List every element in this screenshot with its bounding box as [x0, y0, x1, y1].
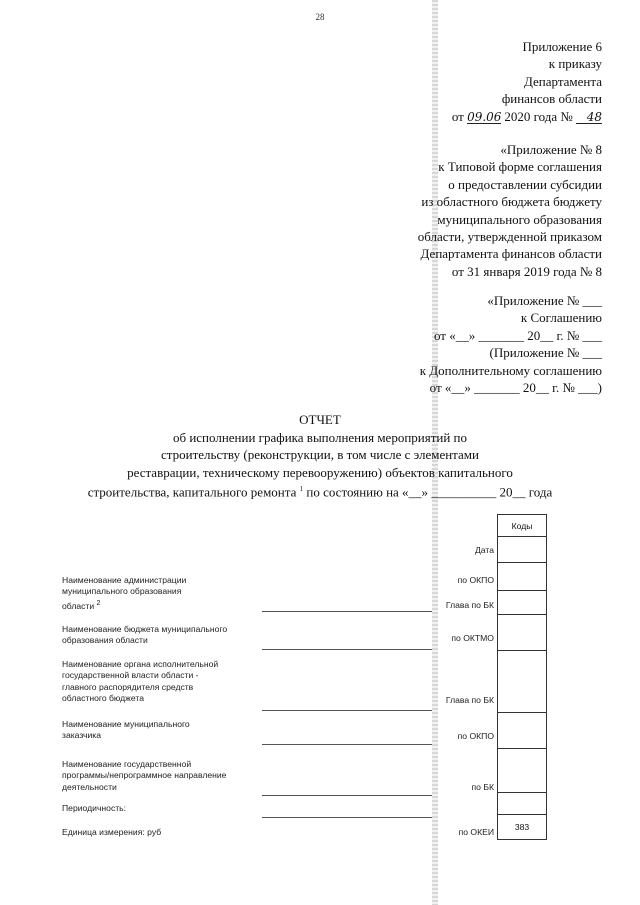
customer-label-line: заказчика: [62, 730, 102, 741]
footnote-2: 2: [96, 599, 101, 607]
organ-label-line: государственной власти области -: [62, 670, 199, 681]
periodicity-underline: [262, 817, 432, 818]
organ-label: [62, 659, 218, 705]
admin-underline: [262, 611, 432, 612]
footnote-1: 1: [299, 485, 304, 493]
date-suffix: 2020 года №: [504, 108, 573, 124]
code-cell-bk: [498, 749, 546, 793]
program-label: [62, 759, 226, 793]
handwritten-date: 09.06: [467, 109, 502, 124]
organ-label-line: Наименование органа исполнительной: [62, 659, 219, 669]
appendix8-line: Департамента финансов области: [420, 246, 602, 262]
report-line4b: по состоянию на «__» __________ 20__ года: [306, 484, 553, 500]
date-code-label: Дата: [474, 545, 494, 555]
okei-code-label: по ОКЕИ: [458, 827, 494, 837]
appendix8-line: из областного бюджета бюджету: [421, 194, 602, 210]
organ-label-line: главного распорядителя средств: [62, 681, 194, 692]
okpo-code-label: по ОКПО: [457, 575, 494, 585]
agreement-line: к Соглашению: [520, 310, 602, 326]
appendix8-line: к Типовой форме соглашения: [438, 159, 602, 175]
report-title-block: [0, 411, 640, 501]
periodicity-label: Периодичность:: [62, 803, 127, 813]
appendix8-line: «Приложение № 8: [500, 142, 602, 157]
appendix8-line: муниципального образования: [437, 211, 602, 227]
customer-underline: [262, 744, 432, 745]
report-subtitle-line: строительству (реконструкции, в том числе с элементами: [161, 447, 479, 462]
code-cell-okpo-2: [498, 713, 546, 749]
glava-bk-code-label: Глава по БК: [445, 600, 494, 610]
page-number: 28: [315, 12, 325, 22]
program-label-line: программы/непрограммное направление: [62, 770, 227, 781]
attachment-date-line: [452, 108, 602, 125]
code-cell-okei: 383: [514, 822, 530, 832]
agreement-line: к Дополнительному соглашению: [419, 362, 602, 378]
code-cell-glava-2: [498, 651, 546, 713]
appendix8-block: [418, 141, 602, 280]
code-cell-okpo: [498, 563, 546, 591]
codes-header: Коды: [498, 515, 546, 537]
agreement-line: (Приложение № ___: [489, 345, 602, 361]
report-subtitle-line: об исполнении графика выполнения мероприятий по: [172, 429, 468, 445]
budget-label: [62, 624, 227, 647]
admin-label-text: области: [62, 600, 95, 611]
program-label-line: деятельности: [62, 781, 117, 792]
attachment-line: финансов области: [501, 91, 602, 107]
report-subtitle-line: реставрации, техническому перевооружению) объектов капитального: [127, 464, 513, 480]
agreement-block: [420, 292, 602, 396]
appendix8-line: о предоставлении субсидии: [448, 176, 602, 192]
code-cell-oktmo: [498, 615, 546, 651]
code-cell-glava: [498, 591, 546, 615]
report-line4a: строительства, капитального ремонта: [87, 484, 297, 500]
budget-label-line: Наименование бюджета муниципального: [62, 624, 228, 634]
attachment-line: Приложение 6: [522, 39, 602, 54]
code-cell-periodicity: [498, 793, 546, 815]
admin-label-line: Наименование администрации: [62, 575, 187, 585]
bk-code-label: по БК: [471, 782, 494, 792]
admin-label-line: [62, 598, 186, 612]
agreement-line: от «__» _______ 20__ г. № ___: [433, 327, 602, 343]
customer-label-line: Наименование муниципального: [62, 719, 190, 729]
admin-label: [62, 575, 186, 612]
organ-underline: [262, 710, 432, 711]
appendix8-line: от 31 января 2019 года № 8: [451, 263, 602, 279]
codes-table: [497, 514, 547, 840]
agreement-line: от «__» _______ 20__ г. № ___): [429, 380, 602, 396]
glava-bk-code-label-2: Глава по БК: [445, 695, 494, 705]
budget-underline: [262, 649, 432, 650]
oktmo-code-label: по ОКТМО: [451, 633, 494, 643]
report-subtitle-line: [0, 481, 640, 501]
attachment-line: Департамента: [523, 73, 602, 89]
program-label-line: Наименование государственной: [62, 759, 192, 769]
organ-label-line: областного бюджета: [62, 693, 145, 704]
okpo-code-label-2: по ОКПО: [457, 731, 494, 741]
code-cell-date: [498, 537, 546, 563]
attachment-line: к приказу: [548, 56, 602, 72]
appendix8-line: области, утвержденной приказом: [417, 229, 602, 245]
budget-label-line: образования области: [62, 635, 148, 646]
admin-label-line: муниципального образования: [62, 586, 182, 597]
handwritten-number: 48: [576, 111, 602, 124]
unit-label: Единица измерения: руб: [62, 827, 162, 837]
agreement-line: «Приложение № ___: [487, 293, 602, 308]
date-prefix: от: [451, 108, 464, 124]
customer-label: [62, 719, 190, 742]
attachment-header: [452, 38, 602, 125]
report-title: ОТЧЕТ: [299, 412, 341, 427]
program-underline: [262, 795, 432, 796]
